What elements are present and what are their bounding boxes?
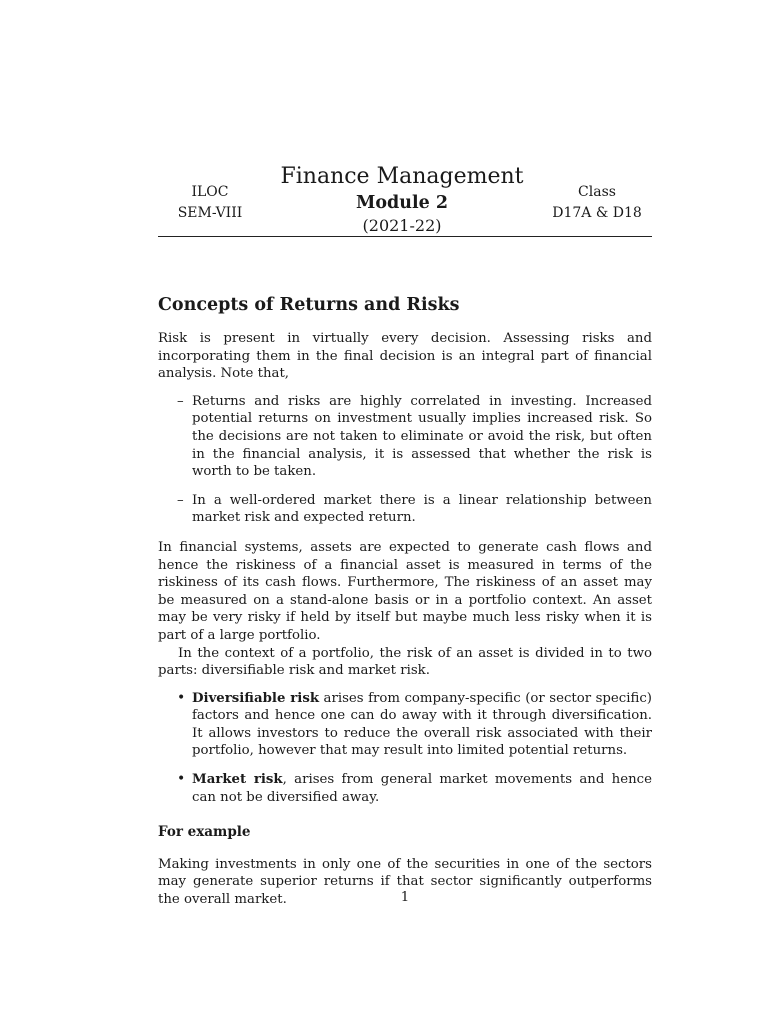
class-divisions: D17A & D18 [552, 205, 642, 221]
term-description: arises from company-specific (or sector specific) factors and hence one can do away with it through diversification. It allows investors to reduce the overall risk associated with their portfolio, however that may result into limited potential returns. [192, 690, 652, 759]
dash-list [158, 393, 652, 527]
header [158, 162, 652, 237]
class-label: Class [578, 184, 616, 200]
semester-label: SEM-VIII [177, 205, 243, 221]
example-heading: For example [158, 824, 251, 841]
paragraph-financial-systems: In financial systems, assets are expected to generate cash flows and hence the riskiness of a financial asset is measured in terms of the riskiness of its cash flows. Furthermore, The riskiness of an asset may be measured on a stand-alone basis or in a portfolio context. An asset may be very risky if held by itself but maybe much less risky when it is part of a large portfolio. [158, 539, 652, 643]
term-diversifiable-risk: Diversifiable risk [192, 690, 320, 706]
term-description: , arises from general market movements and hence can not be diversified away. [192, 772, 652, 805]
header-left [158, 182, 262, 224]
header-right [542, 182, 652, 224]
intro-paragraph: Risk is present in virtually every decision. Assessing risks and incorporating them in the final decision is an integral part of financial analysis. Note that, [158, 331, 652, 382]
list-item: – Returns and risks are highly correlated in investing. Increased potential returns on investment usually implies increased risk. So the decisions are not taken to eliminate or avoid the risk, but often in the financial analysis, it is assessed that whether the risk is worth to be taken. [192, 393, 652, 481]
list-item [192, 771, 652, 806]
module-label: Module 2 [355, 193, 449, 213]
list-item: – In a well-ordered market there is a linear relationship between market risk and expected return. [192, 492, 652, 527]
section-title: Concepts of Returns and Risks [158, 295, 460, 315]
document-title: Finance Management [280, 164, 524, 189]
body-text [158, 330, 652, 909]
bullet-list [158, 690, 652, 807]
term-market-risk: Market risk [192, 772, 283, 788]
paragraph-portfolio: In the context of a portfolio, the risk of an asset is divided in to two parts: diversifiable risk and market risk. [158, 645, 652, 679]
list-item [192, 690, 652, 760]
page-number: 1 [400, 890, 410, 905]
header-center [262, 162, 542, 238]
course-label: ILOC [191, 184, 229, 200]
academic-year: (2021-22) [362, 216, 442, 235]
example-paragraph: Making investments in only one of the securities in one of the sectors may generate superior returns if that sector significantly outperforms the overall market. [158, 856, 652, 908]
